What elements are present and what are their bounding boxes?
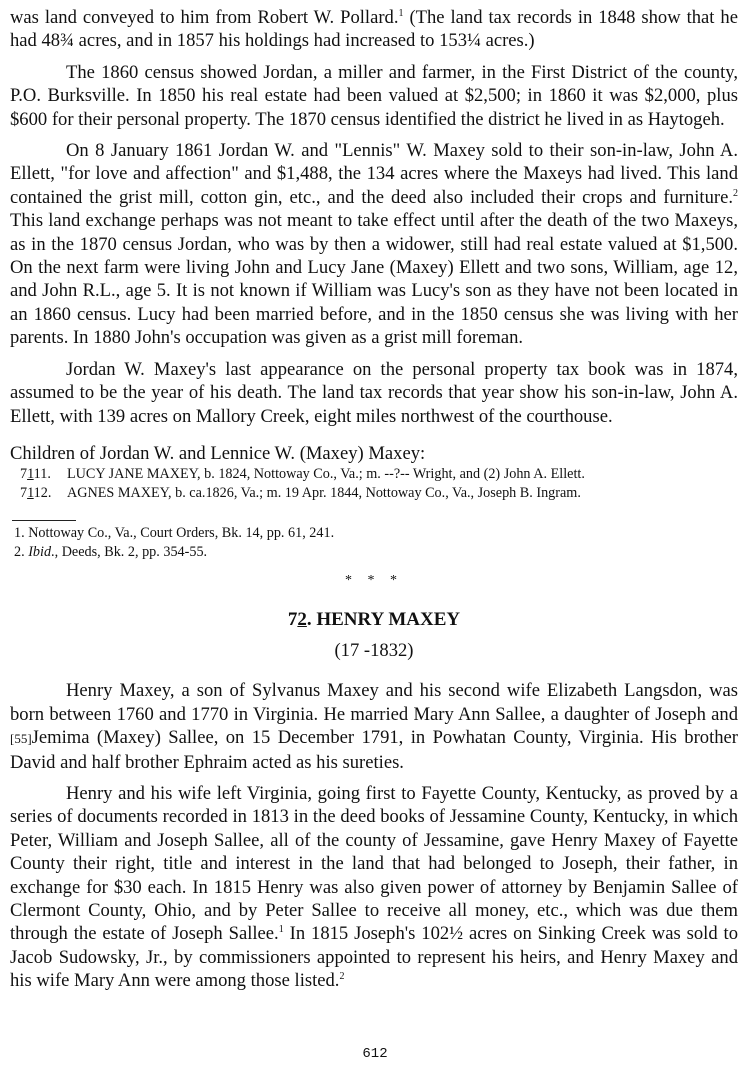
section-dates: (17 -1832) xyxy=(334,640,414,662)
paragraph-text: On 8 January 1861 Jordan W. and "Lennis" W. Maxey sold to their son-in-law, John A. Ellett, "for love and affection" and $1,488, the 134 acres where the Maxeys had lived. This land contained the grist mill, cotton gin, etc., and the deed also included their crops and furniture. xyxy=(10,140,738,208)
paragraph-text: Jemima (Maxey) Sallee, on 15 December 1791, in Powhatan County, Virginia. His brother David and half brother Ephraim acted as his sureties. xyxy=(10,727,738,773)
footnote-ref: 2 xyxy=(339,971,345,982)
paragraph-text: In 1815 Joseph's 102½ acres on Sinking Creek was sold to Jacob Sudowsky, Jr., by commissioners appointed to represent his heirs, and Henry Maxey and his wife Mary Ann were among those listed. xyxy=(10,923,739,992)
footnote: 2. Ibid., Deeds, Bk. 2, pp. 354-55. xyxy=(14,543,208,560)
children-heading: Children of Jordan W. and Lennice W. (Maxey) Maxey: xyxy=(10,442,426,464)
paragraph-1860-census: The 1860 census showed Jordan, a miller and farmer, in the First District of the county, P.O. Burksville. In 1850 his real estate had been valued at $2,500; in 1860 it was $2,000, plus $600 for their personal property. The 1870 census identified the district he lived in as Haytogeh. xyxy=(10,61,738,130)
child-entry xyxy=(20,484,738,503)
child-number: 7112. xyxy=(20,485,52,502)
paragraph-text: This land exchange perhaps was not meant to take effect until after the death of the two Maxeys, as in the 1870 census Jordan, who was by then a widower, still had real estate valued at $1,500. On the next farm were living John and Lucy Jane (Maxey) Ellett and two sons, William, age 12, and John R.L., age 5. It is not known if William was Lucy's son as they have not been located in an 1860 census. Lucy had been married before, and in the 1850 census she was living with her parents. In 1880 John's occupation was given as a grist mill foreman. xyxy=(10,210,738,349)
footnote-ref: 1 xyxy=(398,7,404,19)
paragraph-land-conveyance xyxy=(10,6,738,53)
paragraph-henry-kentucky xyxy=(10,782,738,993)
paragraph-text: Henry and his wife left Virginia, going first to Fayette County, Kentucky, as proved by a series of documents recorded in 1813 in the deed books of Jessamine County, Kentucky, in which Peter, William and Joseph Sallee, all of the county of Jessamine, gave Henry Maxey of Fayette County their right, title and interest in the land that had belonged to Joseph, their father, in exchange for $30 each. In 1815 Henry was also given power of attorney by Benjamin Sallee of Clermont County, Ohio, and by Peter Sallee to receive all money, etc., which was due them through the estate of Joseph Sallee. xyxy=(10,782,738,945)
paragraph-text: Henry Maxey, a son of Sylvanus Maxey and his second wife Elizabeth Langsdon, was born between 1760 and 1770 in Virginia. He married Mary Ann Sallee, a daughter of Joseph and xyxy=(10,680,738,725)
paragraph-text: was land conveyed to him from Robert W. Pollard. xyxy=(10,7,399,28)
page-number: 612 xyxy=(362,1046,388,1062)
child-text: LUCY JANE MAXEY, b. 1824, Nottoway Co., Va.; m. --?-- Wright, and (2) John A. Ellett. xyxy=(67,466,585,483)
footnote-ref: 1 xyxy=(278,924,284,936)
child-number: 7111. xyxy=(20,466,51,483)
footnote: 1. Nottoway Co., Va., Court Orders, Bk. 14, pp. 61, 241. xyxy=(14,525,335,542)
document-page xyxy=(10,6,738,1001)
cross-reference: [55] xyxy=(10,731,32,747)
paragraph-tax-book: Jordan W. Maxey's last appearance on the personal property tax book was in 1874, assumed to be the year of his death. The land tax records that year show his son-in-law, John A. Ellett, with 139 acres on Mallory Creek, eight miles northwest of the courthouse. xyxy=(10,358,738,427)
section-separator: * * * xyxy=(345,573,403,589)
section-heading: 72. HENRY MAXEY xyxy=(287,609,461,631)
footnote-ref: 2 xyxy=(733,187,738,199)
child-entry xyxy=(20,465,738,484)
footnote-divider xyxy=(12,520,76,521)
paragraph-henry-marriage xyxy=(10,679,738,774)
paragraph-text: (The land tax records in 1848 show that he had 48¾ acres, and in 1857 his holdings had increased to 153¼ acres.) xyxy=(10,7,738,52)
child-text: AGNES MAXEY, b. ca.1826, Va.; m. 19 Apr. 1844, Nottoway Co., Va., Joseph B. Ingram. xyxy=(67,485,581,502)
paragraph-land-sale-1861 xyxy=(10,139,738,350)
